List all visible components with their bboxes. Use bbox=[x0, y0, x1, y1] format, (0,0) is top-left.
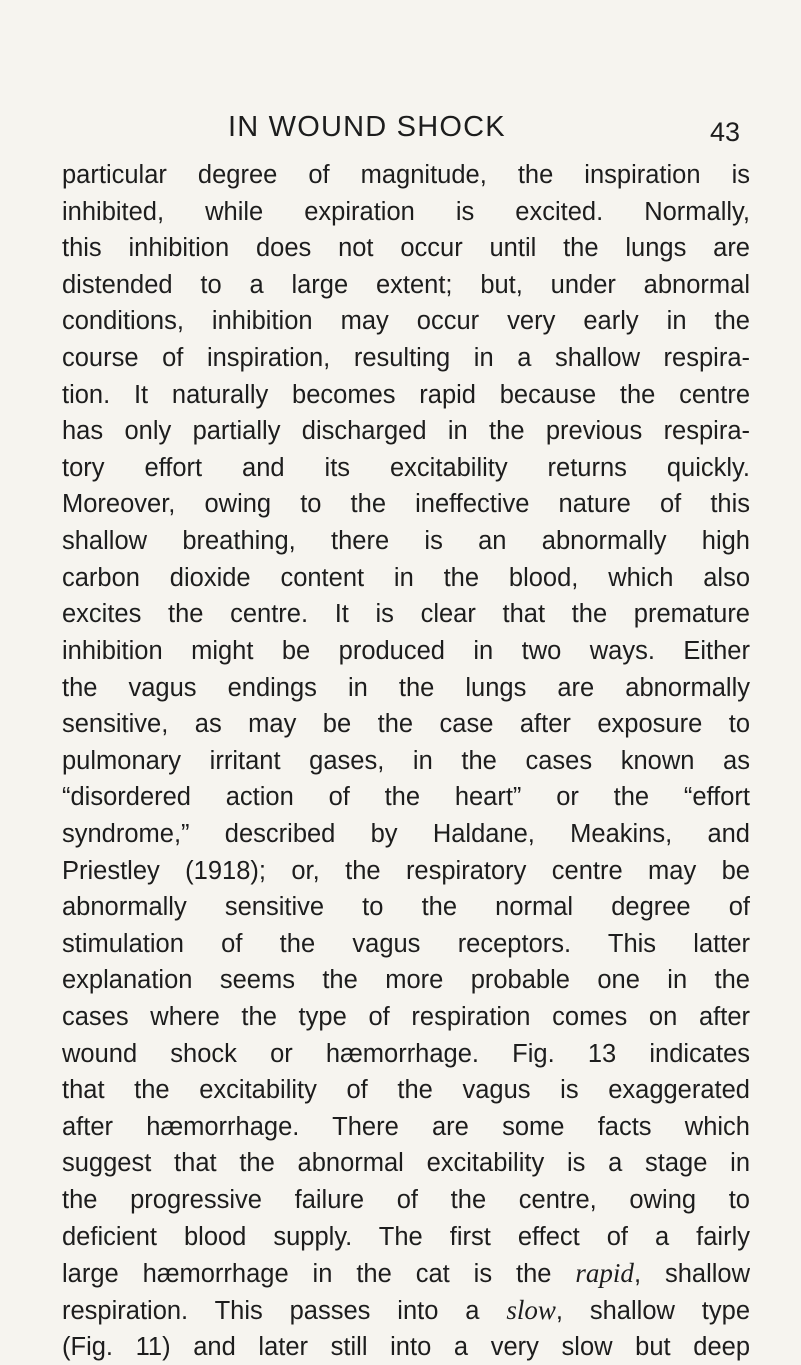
text-line: inhibited, while expiration is excited. Normally, bbox=[62, 194, 750, 231]
running-head bbox=[0, 110, 801, 150]
text-line: the vagus endings in the lungs are abnormally bbox=[62, 670, 750, 707]
text-line: that the excitability of the vagus is exaggerated bbox=[62, 1072, 750, 1109]
text-line: pulmonary irritant gases, in the cases known as bbox=[62, 743, 750, 780]
italic-emphasis: slow bbox=[506, 1295, 556, 1325]
text-line: cases where the type of respiration comes on after bbox=[62, 999, 750, 1036]
text-line: deficient blood supply. The first effect of a fairly bbox=[62, 1219, 750, 1256]
text-line: has only partially discharged in the previous respira- bbox=[62, 413, 750, 450]
italic-emphasis: rapid bbox=[575, 1258, 634, 1288]
text-line: conditions, inhibition may occur very early in the bbox=[62, 303, 750, 340]
text-line: “disordered action of the heart” or the “effort bbox=[62, 779, 750, 816]
text-line: inhibition might be produced in two ways. Either bbox=[62, 633, 750, 670]
text-line: Moreover, owing to the ineffective nature of this bbox=[62, 486, 750, 523]
text-line: wound shock or hæmorrhage. Fig. 13 indicates bbox=[62, 1036, 750, 1073]
text-line: this inhibition does not occur until the lungs are bbox=[62, 230, 750, 267]
text-line: stimulation of the vagus receptors. This latter bbox=[62, 926, 750, 963]
running-title: IN WOUND SHOCK bbox=[228, 110, 506, 144]
text-line: suggest that the abnormal excitability is a stage in bbox=[62, 1145, 750, 1182]
page-number: 43 bbox=[710, 115, 740, 149]
text-line: tory effort and its excitability returns quickly. bbox=[62, 450, 750, 487]
text-line: explanation seems the more probable one in the bbox=[62, 962, 750, 999]
text-line: after hæmorrhage. There are some facts which bbox=[62, 1109, 750, 1146]
text-line: abnormally sensitive to the normal degree of bbox=[62, 889, 750, 926]
text-line: syndrome,” described by Haldane, Meakins, and bbox=[62, 816, 750, 853]
text-line: sensitive, as may be the case after exposure to bbox=[62, 706, 750, 743]
text-line: distended to a large extent; but, under abnormal bbox=[62, 267, 750, 304]
text-line: tion. It naturally becomes rapid because the centre bbox=[62, 377, 750, 414]
text-line: large hæmorrhage in the cat is the rapid, shallow bbox=[62, 1255, 750, 1292]
text-line: particular degree of magnitude, the inspiration is bbox=[62, 157, 750, 194]
text-line: Priestley (1918); or, the respiratory centre may be bbox=[62, 853, 750, 890]
body-paragraph bbox=[62, 157, 750, 1365]
text-line: carbon dioxide content in the blood, which also bbox=[62, 560, 750, 597]
text-line: course of inspiration, resulting in a shallow respira- bbox=[62, 340, 750, 377]
text-line: excites the centre. It is clear that the premature bbox=[62, 596, 750, 633]
text-line: the progressive failure of the centre, owing to bbox=[62, 1182, 750, 1219]
text-line: respiration. This passes into a slow, shallow type bbox=[62, 1292, 750, 1329]
text-line: (Fig. 11) and later still into a very slow but deep bbox=[62, 1329, 750, 1365]
text-line: shallow breathing, there is an abnormally high bbox=[62, 523, 750, 560]
